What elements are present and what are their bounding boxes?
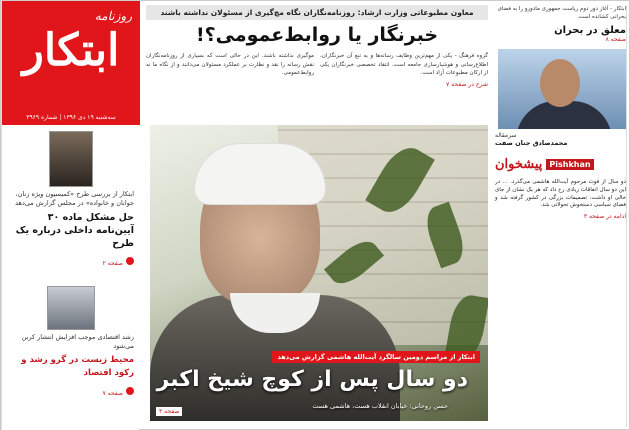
story-page-tag: صفحه ۲ [102, 260, 123, 267]
logo-small-text: روزنامه [94, 9, 132, 23]
hero-subcaption: حسن روحانی: خیابان انقلاب هست، هاشمی هست [312, 402, 448, 410]
story-photo [49, 131, 93, 187]
top-story-lead [146, 52, 488, 78]
left-story-1[interactable] [8, 131, 134, 269]
story-caption: رشد اقتصادی موجب افزایش انتشار کربن می‌شود [21, 333, 134, 350]
page-dot-icon [126, 257, 134, 265]
pishkhan-logo-en: Pishkhan [546, 159, 593, 170]
hero-photo-turban [194, 143, 326, 205]
pishkhan-logo [495, 153, 626, 175]
top-story-headline: خبرنگار یا روابط‌عمومی؟! [195, 24, 439, 46]
editorial-label: سرمقاله [495, 132, 517, 139]
story-photo [47, 286, 95, 330]
logo-wordmark: ابتکار [22, 25, 120, 76]
logo [2, 1, 140, 111]
top-story-kicker: معاون مطبوعاتی وزارت ارشاد: روزنامه‌نگاران نگاه مچ‌گیری از مسئولان نداشته باشند [146, 5, 488, 20]
hero-caption-bar: ابتکار از مراسم دومین سالگرد آیت‌الله هاشمی گزارش می‌دهد [272, 351, 480, 363]
top-story[interactable] [146, 5, 488, 117]
story-caption: ابتکار از بررسی طرح «کمیسیون ویژه زنان، جوانان و خانواده» در مجلس گزارش می‌دهد [15, 190, 134, 207]
issue-date: سه‌شنبه ۱۹ دی ۱۳۹۶ | شماره ۳۹۶۹ [2, 111, 140, 125]
pishkhan-logo-fa: پیشخوان [495, 156, 543, 172]
hero-page-tag: صفحه ۳ [156, 407, 182, 416]
right-story-summary: ابتکار - آغاز دور دوم ریاست جمهوری مادورو را به فضای بحرانی کشانده است. [497, 6, 626, 20]
left-story-2[interactable] [8, 286, 134, 399]
portrait-face [540, 59, 580, 107]
masthead [1, 1, 139, 430]
top-story-page-tag: شرح در صفحه ۷ [446, 80, 488, 88]
story-page-tag: صفحه ۷ [102, 390, 123, 397]
story-headline: محیط زیست در گرو رشد و رکود اقتصاد [21, 355, 134, 378]
right-story-headline: معلق در بحران [554, 25, 626, 36]
right-story-photo [498, 49, 626, 129]
editorial-author: محمدصادق جنان صفت [495, 139, 568, 147]
lead-column-right: گروه فرهنگ - یکی از مهم‌ترین وظایف رسانه‌ها و به تبع آن خبرنگاران، اطلاع‌رسانی و هوشیارسازی جامعه است. انتقاد تخصصی خبرنگاران یکی از ارکان مطبوعات آزاد است. [320, 53, 488, 76]
editorial-article[interactable]: دو سال از فوت مرحوم آیت‌الله هاشمی می‌گذرد. ... در این دو سال اتفاقات زیادی رخ داد که هر یک نشان از جای خالی او داشت. تصمیمات بزرگی در کشور گرفته شد و فضای سیاسی دستخوش تحولاتی شد. [495, 179, 626, 209]
editorial-continued: ادامه در صفحه ۳ [583, 213, 626, 221]
right-story-page-tag: صفحه ۸ [605, 36, 626, 43]
right-top-story[interactable] [495, 5, 626, 129]
hero-story[interactable] [150, 125, 488, 421]
story-headline: حل مشکل ماده ۳۰ آیین‌نامه داخلی درباره یک طرح [15, 212, 134, 249]
hero-headline: دو سال پس از کوچ شیخ اکبر [156, 367, 468, 392]
right-column [495, 5, 627, 427]
page-dot-icon [126, 387, 134, 395]
lead-column-left: موگیری نداشته باشند. این در حالی است که بسیاری از روزنامه‌نگاران نقش رسانه را نقد و نظارت بر عملکرد مسئولان می‌دانند و از نگاه ما نه روابط‌عمومی. [146, 53, 314, 76]
